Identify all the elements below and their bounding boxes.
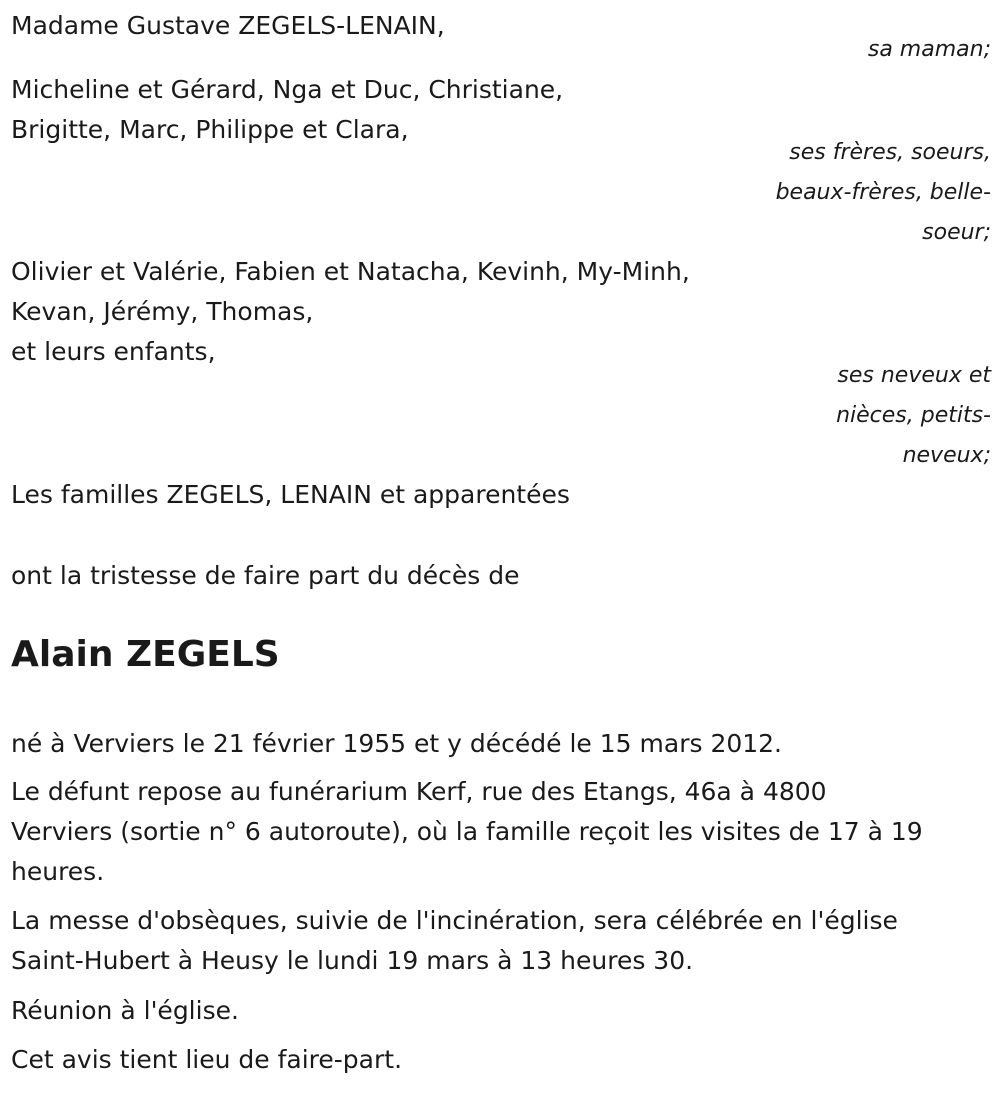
deceased-name: Alain ZEGELS: [11, 634, 280, 675]
mother-role: sa maman;: [867, 37, 991, 62]
siblings-role-line: soeur;: [922, 220, 991, 245]
siblings-role: [11, 133, 991, 253]
nephews-line: Kevan, Jérémy, Thomas,: [11, 297, 314, 326]
meeting-line: Réunion à l'église.: [11, 996, 239, 1025]
siblings-line: Micheline et Gérard, Nga et Duc, Christiane,: [11, 75, 564, 104]
birth-death-line: né à Verviers le 21 février 1955 et y décédé le 15 mars 2012.: [11, 729, 783, 758]
rest-line: heures.: [11, 857, 105, 886]
nephews-role-line: nièces, petits-: [836, 403, 991, 428]
rest-line: Le défunt repose au funérarium Kerf, rue des Etangs, 46a à 4800: [11, 777, 827, 806]
nephews-role-line: neveux;: [902, 443, 991, 468]
mass-line: La messe d'obsèques, suivie de l'incinération, sera célébrée en l'église: [11, 906, 898, 935]
rest-paragraph: [11, 772, 923, 892]
families-line: Les familles ZEGELS, LENAIN et apparentées: [11, 480, 570, 509]
mass-paragraph: [11, 901, 898, 981]
mother-name: Madame Gustave ZEGELS-LENAIN,: [11, 11, 445, 40]
nephews-names: [11, 252, 690, 372]
nephews-role-line: ses neveux et: [837, 363, 991, 388]
mass-line: Saint-Hubert à Heusy le lundi 19 mars à 13 heures 30.: [11, 946, 694, 975]
siblings-line: Brigitte, Marc, Philippe et Clara,: [11, 115, 409, 144]
closing-line: Cet avis tient lieu de faire-part.: [11, 1045, 403, 1074]
announcement-line: ont la tristesse de faire part du décès de: [11, 561, 520, 590]
rest-line: Verviers (sortie n° 6 autoroute), où la famille reçoit les visites de 17 à 19: [11, 817, 923, 846]
nephews-line: Olivier et Valérie, Fabien et Natacha, Kevinh, My-Minh,: [11, 257, 690, 286]
siblings-role-line: beaux-frères, belle-: [775, 180, 991, 205]
nephews-role: [11, 356, 991, 476]
nephews-line: et leurs enfants,: [11, 337, 216, 366]
siblings-role-line: ses frères, soeurs,: [789, 140, 991, 165]
